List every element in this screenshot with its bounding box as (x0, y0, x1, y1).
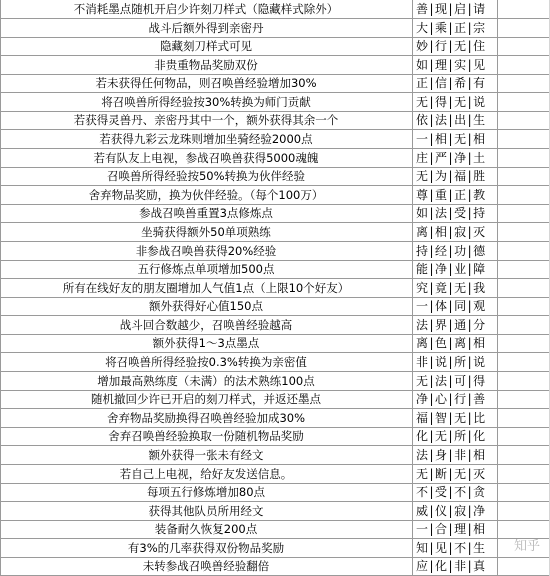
table-row[interactable] (0, 167, 550, 186)
effect-cell[interactable]: 战斗后额外得到亲密丹 (148, 20, 264, 35)
effect-cell[interactable]: 将召唤兽所得经验按0.3%转换为亲密值 (105, 355, 307, 370)
password-cell[interactable]: 福|智|无|比 (416, 410, 487, 425)
table-row[interactable] (0, 427, 550, 446)
password-cell[interactable]: 化|无|所|化 (416, 429, 487, 444)
watermark: 知乎 (513, 539, 540, 554)
password-cell[interactable]: 净|心|行|善 (416, 392, 487, 407)
table-row[interactable] (0, 520, 550, 539)
table-row[interactable] (0, 372, 550, 391)
effect-cell[interactable]: 战斗回合数越少，召唤兽经验越高 (119, 317, 293, 332)
password-cell[interactable]: 正|信|希|有 (416, 76, 487, 91)
password-cell[interactable]: 无|法|可|得 (416, 373, 487, 388)
effect-cell[interactable]: 若有队友上电视，参战召唤兽获得5000魂魄 (93, 150, 319, 165)
effect-cell[interactable]: 五行修炼点单项增加500点 (137, 262, 275, 277)
table-row[interactable] (0, 186, 550, 205)
effect-cell[interactable]: 不消耗墨点随机开启少许刻刀样式（隐藏样式除外） (73, 2, 339, 16)
table-row[interactable] (0, 149, 550, 168)
effect-cell[interactable]: 获得其他队员所用经文 (148, 503, 264, 518)
password-cell[interactable]: 一|相|无|相 (416, 132, 487, 147)
effect-cell[interactable]: 每项五行修炼增加80点 (146, 485, 266, 500)
grid-line (0, 0, 1, 576)
effect-cell[interactable]: 将召唤兽所得经验按30%转换为师门贡献 (101, 94, 311, 109)
table-row[interactable] (0, 223, 550, 242)
effect-cell[interactable]: 舍弃召唤兽经验换取一份随机物品奖励 (108, 429, 304, 444)
password-cell[interactable]: 依|法|出|生 (416, 113, 487, 128)
effect-cell[interactable]: 额外获得1～3点墨点 (152, 336, 260, 351)
password-cell[interactable]: 如|法|受|持 (416, 206, 487, 221)
password-cell[interactable]: 非|说|所|说 (416, 355, 487, 370)
effect-cell[interactable]: 舍弃物品奖励换得召唤兽经验加成30% (106, 410, 306, 425)
password-cell[interactable]: 无|得|无|说 (416, 94, 487, 109)
password-cell[interactable]: 究|竟|无|我 (416, 280, 487, 295)
effect-cell[interactable]: 若未获得任何物品，则召唤兽经验增加30% (95, 76, 317, 91)
password-cell[interactable]: 能|净|业|障 (416, 262, 487, 277)
effect-cell[interactable]: 未转参战召唤兽经验翻倍 (142, 559, 270, 574)
password-cell[interactable]: 法|界|通|分 (416, 317, 487, 332)
password-cell[interactable]: 离|相|寂|灭 (416, 224, 487, 239)
password-cell[interactable]: 妙|行|无|住 (416, 39, 487, 54)
table-row[interactable] (0, 390, 550, 409)
table-row[interactable] (0, 297, 550, 316)
effect-cell[interactable]: 隐藏刻刀样式可见 (160, 39, 252, 54)
table-row[interactable] (0, 37, 550, 56)
effect-cell[interactable]: 若自己上电视，给好友发送信息。 (119, 466, 293, 481)
grid-line (497, 0, 498, 576)
password-cell[interactable]: 大|乘|正|宗 (416, 20, 487, 35)
table-row[interactable] (0, 446, 550, 465)
effect-cell[interactable]: 非参战召唤兽获得20%经验 (135, 243, 277, 258)
password-cell[interactable]: 离|色|离|相 (416, 336, 487, 351)
password-cell[interactable]: 知|见|不|生 (416, 540, 487, 555)
table-row[interactable] (0, 465, 550, 484)
table-row[interactable] (0, 279, 550, 298)
effect-cell[interactable]: 额外获得好心值150点 (149, 299, 263, 314)
effect-cell[interactable]: 装备耐久恢复200点 (154, 522, 258, 537)
password-cell[interactable]: 法|身|非|相 (416, 447, 487, 462)
table-row[interactable] (0, 93, 550, 112)
password-cell[interactable]: 庄|严|净|土 (416, 150, 487, 165)
table-row[interactable] (0, 0, 550, 19)
table-row[interactable] (0, 539, 550, 558)
effect-cell[interactable]: 舍弃物品奖励，换为伙伴经验。（每个100万） (88, 187, 324, 202)
password-cell[interactable]: 持|经|功|德 (416, 243, 487, 258)
table-row[interactable] (0, 242, 550, 261)
effect-cell[interactable]: 若获得灵兽丹、亲密丹其中一个，额外获得其余一个 (73, 113, 339, 128)
effect-cell[interactable]: 若获得九彩云龙珠则增加坐骑经验2000点 (99, 132, 313, 147)
table-row[interactable] (0, 56, 550, 75)
table-row[interactable] (0, 204, 550, 223)
table-row[interactable] (0, 334, 550, 353)
table-row[interactable] (0, 74, 550, 93)
table-row[interactable] (0, 111, 550, 130)
password-cell[interactable]: 一|体|同|观 (416, 299, 487, 314)
table-row[interactable] (0, 260, 550, 279)
table-row[interactable] (0, 19, 550, 38)
password-cell[interactable]: 尊|重|正|教 (416, 187, 487, 202)
effect-cell[interactable]: 所有在线好友的朋友圈增加人气值1点（上限10个好友） (62, 280, 350, 295)
effect-cell[interactable]: 有3%的几率获得双份物品奖励 (127, 540, 285, 555)
password-cell[interactable]: 如|理|实|见 (416, 57, 487, 72)
effect-cell[interactable]: 随机撤回少许已开启的刻刀样式，并返还墨点 (91, 392, 321, 407)
table-row[interactable] (0, 483, 550, 502)
table-row[interactable] (0, 409, 550, 428)
password-cell[interactable]: 无|断|无|灭 (416, 466, 487, 481)
table-row[interactable] (0, 130, 550, 149)
effect-cell[interactable]: 增加最高熟练度（未满）的法术熟练100点 (97, 373, 315, 388)
effect-cell[interactable]: 坐骑获得额外50单项熟练 (141, 224, 271, 239)
grid-line (412, 0, 413, 576)
table-row[interactable] (0, 353, 550, 372)
table-row[interactable] (0, 502, 550, 521)
effect-cell[interactable]: 参战召唤兽重置3点修炼点 (139, 206, 273, 221)
password-cell[interactable]: 应|化|非|真 (416, 559, 487, 574)
table-row[interactable] (0, 316, 550, 335)
effect-cell[interactable]: 非贵重物品奖励双份 (154, 57, 258, 72)
effect-cell[interactable]: 额外获得一张未有经文 (148, 447, 264, 462)
password-cell[interactable]: 不|受|不|贪 (416, 485, 487, 500)
password-cell[interactable]: 无|为|福|胜 (416, 169, 487, 184)
effect-cell[interactable]: 召唤兽所得经验按50%转换为伙伴经验 (106, 169, 306, 184)
password-cell[interactable]: 善|现|启|请 (416, 2, 487, 16)
table-row[interactable] (0, 557, 550, 576)
password-cell[interactable]: 威|仪|寂|净 (416, 503, 487, 518)
password-cell[interactable]: 一|合|理|相 (416, 522, 487, 537)
